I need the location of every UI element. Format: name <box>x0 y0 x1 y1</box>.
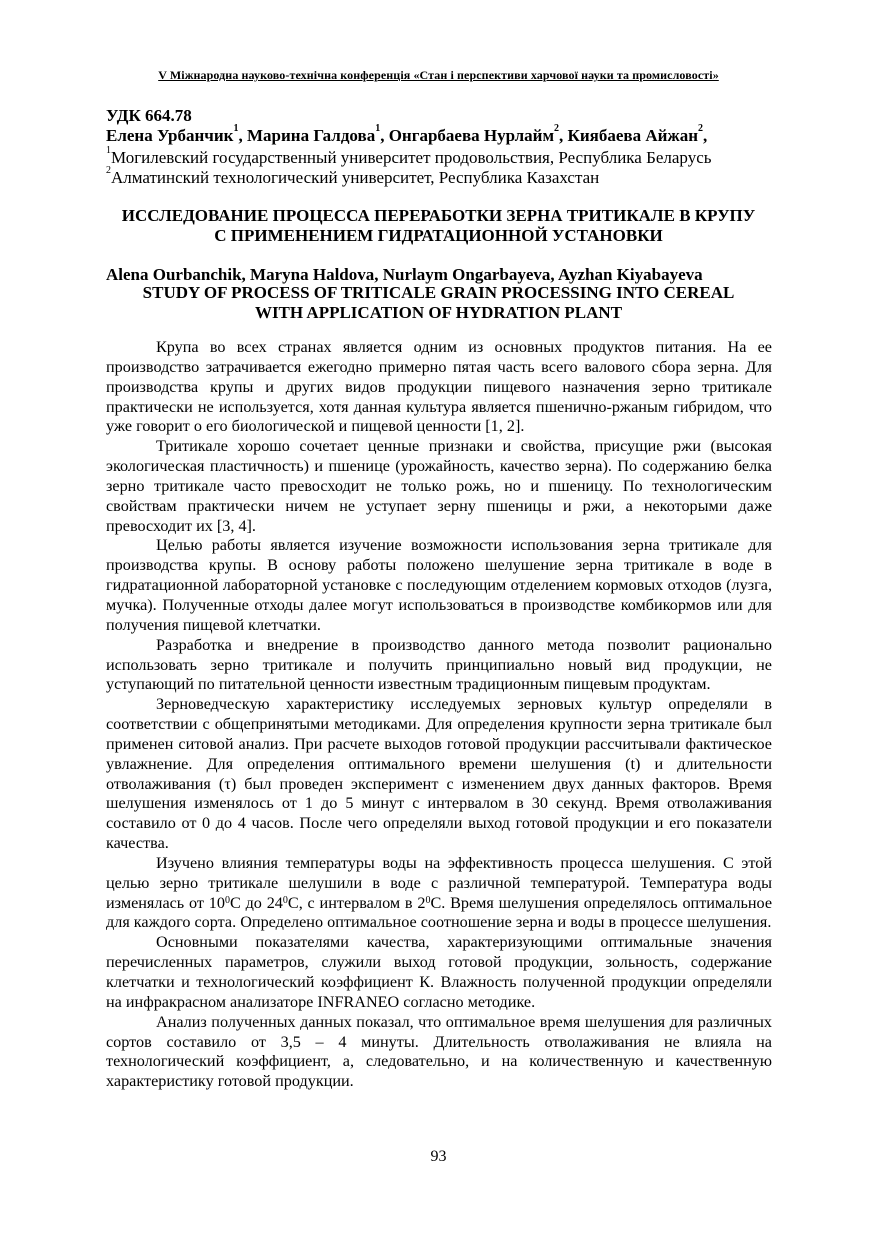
title-ru <box>90 206 787 246</box>
paragraph-text: С. Время шелушения определялось оптимальное для каждого сорта. Определено оптимальное соотношение зерна и воды в процессе шелушения. <box>106 893 772 932</box>
affiliation-text: Могилевский государственный университет продовольствия, Республика Беларусь <box>111 148 712 167</box>
author-affiliation-mark: 2 <box>698 123 704 134</box>
body-text <box>106 338 772 1092</box>
body-paragraph: Крупа во всех странах является одним из основных продуктов питания. На ее производство затрачивается ежегодно примерно пятая часть всего валового сбора зерна. Для производства крупы и других видов продукции пищевого назначения зерно тритикале практически не используется, хотя данная культура является пшенично-ржаным гибридом, что уже говорит о его биологической и пищевой ценности [1, 2]. <box>106 338 772 436</box>
title-ru-line-2: С ПРИМЕНЕНИЕМ ГИДРАТАЦИОННОЙ УСТАНОВКИ <box>214 226 663 245</box>
affiliation-mark: 2 <box>106 165 111 176</box>
affiliation-mark: 1 <box>106 145 111 156</box>
title-en-line-1: STUDY OF PROCESS OF TRITICALE GRAIN PROCESSING INTO CEREAL <box>142 283 735 302</box>
body-paragraph-temperature <box>106 854 772 933</box>
paragraph-text: С, с интервалом в 2 <box>287 893 426 912</box>
body-paragraph: Целью работы является изучение возможности использования зерна тритикале для производства крупы. В основу работы положено шелушение зерна тритикале в воде в гидратационной лабораторной установке с последующим отделением кормовых отходов (лузга, мучка). Полученные отходы далее могут использоваться в производстве комбикормов или для получения пищевой клетчатки. <box>106 536 772 634</box>
author-affiliation-mark: 2 <box>554 123 560 134</box>
author-name: Марина Галдова <box>246 126 376 145</box>
title-en <box>90 283 787 323</box>
author-affiliation-mark: 1 <box>375 123 381 134</box>
author-name: Онгарбаева Нурлайм <box>388 126 555 145</box>
page-number: 93 <box>430 1148 447 1165</box>
body-paragraph: Основными показателями качества, характеризующими оптимальные значения перечисленных параметров, служили выход готовой продукции, зольность, содержание клетчатки и технологический коэффициент К. Влажность полученной продукции определяли на инфракрасном анализаторе INFRANEO согласно методике. <box>106 933 772 1011</box>
body-paragraph: Анализ полученных данных показал, что оптимальное время шелушения для различных сортов составило от 3,5 – 4 минуты. Длительность отволаживания не влияла на технологический коэффициент, а, следовательно, и на количественную и качественную характеристику готовой продукции. <box>106 1012 772 1091</box>
affiliation-2 <box>106 165 600 188</box>
body-paragraph: Зерноведческую характеристику исследуемых зерновых культур определяли в соответствии с общепринятыми методиками. Для определения крупности зерна тритикале был применен ситовой анализ. При расчете выходов готовой продукции рассчитывали фактическое увлажнение. Для определения оптимального времени шелушения (t) и длительности отволаживания (τ) был проведен эксперимент с изменением двух данных факторов. Время шелушения изменялось от 1 до 5 минут с интервалом в 30 секунд. Время отволаживания составило от 0 до 4 часов. После чего определяли выход готовой продукции и его показатели качества. <box>106 695 772 853</box>
affiliation-1 <box>106 145 712 168</box>
title-en-line-2: WITH APPLICATION OF HYDRATION PLANT <box>254 303 623 322</box>
running-header: V Міжнародна науково-технічна конференція «Стан і перспективи харчової науки та промисловості» <box>158 68 719 82</box>
degree-mark: 0 <box>282 894 288 906</box>
authors-ru <box>106 123 786 146</box>
body-paragraph: Тритикале хорошо сочетает ценные признаки и свойства, присущие ржи (высокая экологическая пластичность) и пшенице (урожайность, качество зерна). По содержанию белка зерно тритикале часто превосходит не только рожь, но и пшеницу. По технологическим свойствам практически ничем не уступает зерну пшеницы и ржи, а некоторыми даже превосходит их [3, 4]. <box>106 437 772 535</box>
title-ru-line-1: ИССЛЕДОВАНИЕ ПРОЦЕССА ПЕРЕРАБОТКИ ЗЕРНА ТРИТИКАЛЕ В КРУПУ <box>121 206 756 225</box>
author-separator: , <box>559 126 568 145</box>
author-separator: , <box>703 126 708 145</box>
authors-en: Alena Ourbanchik, Maryna Haldova, Nurlaym Ongarbayeva, Ayzhan Kiyabayeva <box>106 265 703 284</box>
degree-mark: 0 <box>425 894 431 906</box>
paragraph-text: С до 24 <box>229 893 283 912</box>
author-name: Киябаева Айжан <box>567 126 699 145</box>
udk-code: УДК 664.78 <box>106 106 192 125</box>
author-separator: , <box>380 126 389 145</box>
body-paragraph: Разработка и внедрение в производство данного метода позволит рационально использовать зерно тритикале и получить принципиально новый вид продукции, не уступающий по питательной ценности известным традиционным пищевым продуктам. <box>106 635 772 694</box>
degree-mark: 0 <box>224 894 230 906</box>
author-affiliation-mark: 1 <box>233 123 239 134</box>
affiliation-text: Алматинский технологический университет, Республика Казахстан <box>111 168 600 187</box>
author-separator: , <box>238 126 247 145</box>
author-name: Елена Урбанчик <box>106 126 234 145</box>
paragraph-text: Изучено влияния температуры воды на эффективность процесса шелушения. С этой целью зерно тритикале шелушили в воде с различной температурой. Температура воды изменялась от 10 <box>106 853 772 912</box>
